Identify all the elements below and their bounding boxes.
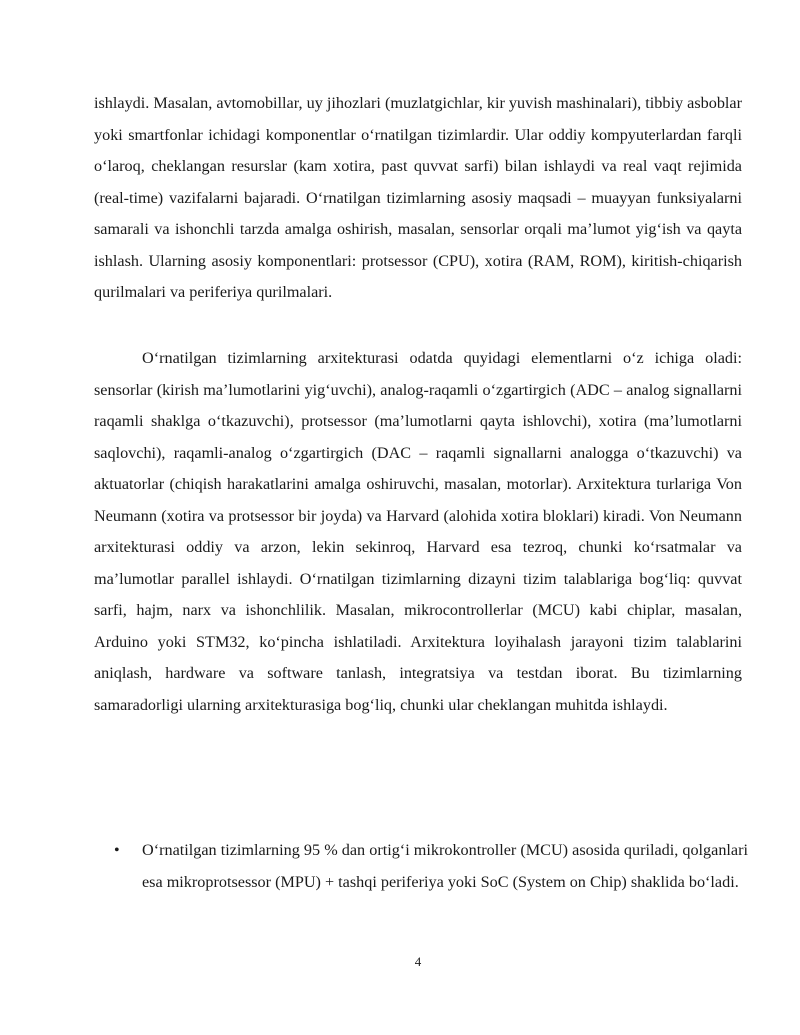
body-paragraph-1: ishlaydi. Masalan, avtomobillar, uy jihozlari (muzlatgichlar, kir yuvish mashinalari), tibbiy asboblar yoki smartfonlar ichidagi komponentlar o‘rnatilgan tizimlardir. Ular oddiy kompyuterlardan farqli o‘laroq, cheklangan resurslar (kam xotira, past quvvat sarfi) bilan ishlaydi va real vaqt rejimida (real-time) vazifalarni bajaradi. O‘rnatilgan tizimlarning asosiy maqsadi – muayyan funksiyalarni samarali va ishonchli tarzda amalga oshirish, masalan, sensorlar orqali ma’lumot yig‘ish va qayta ishlash. Ularning asosiy komponentlari: protsessor (CPU), xotira (RAM, ROM), kiritish-chiqarish qurilmalari va periferiya qurilmalari. — [94, 94, 742, 301]
body-paragraph-2: O‘rnatilgan tizimlarning arxitekturasi odatda quyidagi elementlarni o‘z ichiga oladi: sensorlar (kirish ma’lumotlarini yig‘uvchi), analog-raqamli o‘zgartirgich (ADC – analog signallarni raqamli shaklga o‘tkazuvchi), protsessor (ma’lumotlarni qayta ishlovchi), xotira (ma’lumotlarni saqlovchi), raqamli-analog o‘zgartirgich (DAC – raqamli signallarni analogga o‘tkazuvchi) va aktuatorlar (chiqish harakatlarini amalga oshiruvchi, masalan, motorlar). Arxitektura turlariga Von Neumann (xotira va protsessor bir joyda) va Harvard (alohida xotira bloklari) kiradi. Von Neumann arxitekturasi oddiy va arzon, lekin sekinroq, Harvard esa tezroq, chunki ko‘rsatmalar va ma’lumotlar parallel ishlaydi. O‘rnatilgan tizimlarning dizayni tizim talablariga bog‘liq: quvvat sarfi, hajm, narx va ishonchlilik. Masalan, mikrocontrollerlar (MCU) kabi chiplar, masalan, Arduino yoki STM32, ko‘pincha ishlatiladi. Arxitektura loyihalash jarayoni tizim talablarini aniqlash, hardware va software tanlash, integratsiya va testdan iborat. Bu tizimlarning samaradorligi ularning arxitekturasiga bog‘liq, chunki ular cheklangan muhitda ishlaydi. — [94, 349, 742, 714]
bullet-icon: • — [114, 842, 120, 859]
bullet-list — [94, 835, 748, 898]
bullet-item — [94, 835, 748, 898]
page-number: 4 — [414, 954, 422, 969]
bullet-text: O‘rnatilgan tizimlarning 95 % dan ortig‘i mikrokontroller (MCU) asosida quriladi, qolganlari esa mikroprotsessor (MPU) + tashqi periferiya yoki SoC (System on Chip) shaklida bo‘ladi. — [142, 841, 748, 891]
